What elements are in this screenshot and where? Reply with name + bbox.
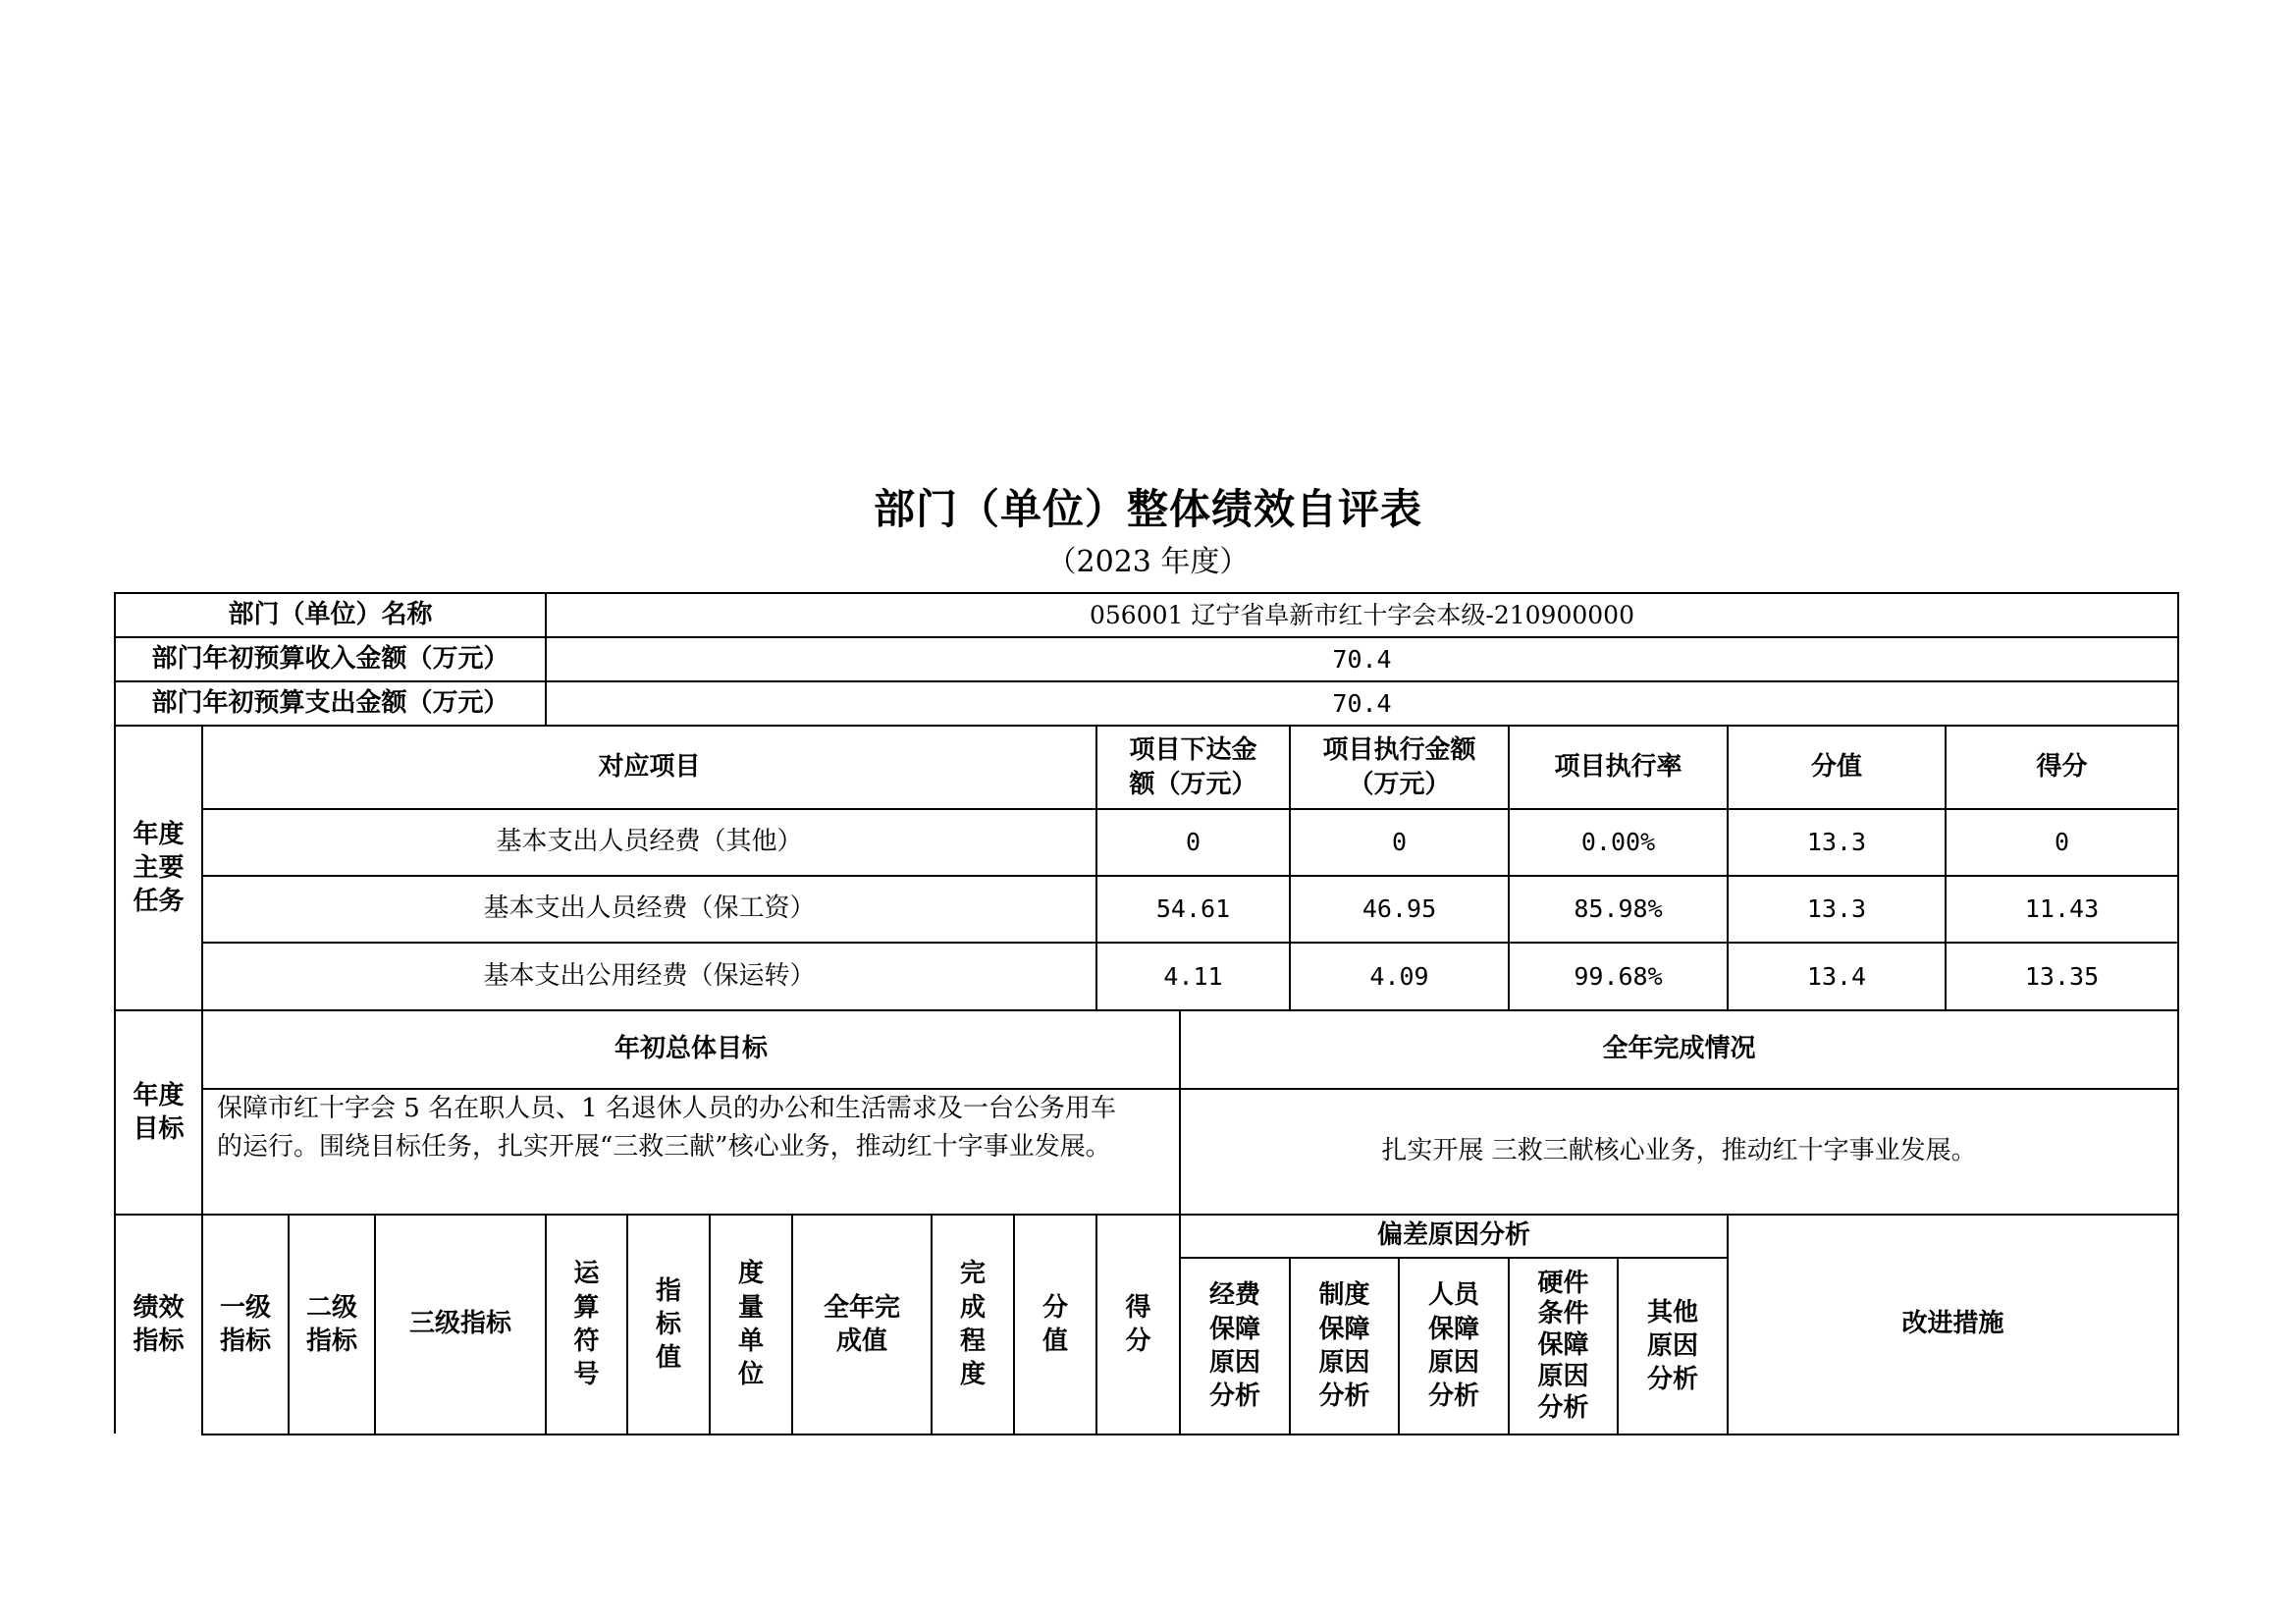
task-row-rate: 85.98% — [1574, 894, 1663, 924]
task-row-allocated: 54.61 — [1155, 894, 1231, 924]
goals-initial-text: 保障市红十字会 5 名在职人员、1 名退休人员的办公和生活需求及一台公务用车 的运行。围绕目标任务，扎实开展“三救三献”核心业务，推动红十字事业发展。 — [217, 1094, 1116, 1162]
tasks-header-score: 得分 — [2036, 751, 2088, 782]
tasks-header-allocated: 项目下达金 额（万元） — [1129, 735, 1257, 799]
indicator-annual-value-header: 全年完 成值 — [823, 1292, 900, 1356]
deviation-other-header: 其他 原因 分析 — [1646, 1297, 1698, 1395]
task-row-rate: 99.68% — [1574, 961, 1663, 991]
unit-name-label: 部门（单位）名称 — [228, 599, 433, 629]
task-row-executed: 4.09 — [1369, 961, 1429, 991]
task-row-item: 基本支出人员经费（其他） — [496, 827, 803, 857]
goals-initial-header: 年初总体目标 — [614, 1034, 768, 1064]
page-title: 部门（单位）整体绩效自评表 — [873, 485, 1422, 533]
task-row-item: 基本支出人员经费（保工资） — [483, 893, 816, 924]
task-row-score-value: 13.4 — [1806, 961, 1867, 991]
expense-label: 部门年初预算支出金额（万元） — [151, 687, 509, 718]
unit-name-value: 056001 辽宁省阜新市红十字会本级-210900000 — [1090, 600, 1634, 629]
indicator-level2-header: 二级 指标 — [305, 1292, 357, 1356]
income-value: 70.4 — [1332, 644, 1392, 674]
task-row-allocated: 4.11 — [1163, 961, 1223, 991]
task-row-item: 基本支出公用经费（保运转） — [483, 960, 816, 991]
tasks-header-rate: 项目执行率 — [1554, 751, 1682, 782]
goals-section-label: 年度 目标 — [133, 1080, 185, 1144]
task-row-executed: 46.95 — [1362, 894, 1437, 924]
deviation-header: 偏差原因分析 — [1376, 1220, 1530, 1251]
task-row-executed: 0 — [1391, 828, 1408, 857]
expense-value: 70.4 — [1332, 688, 1392, 718]
indicator-score-value-header: 分 值 — [1041, 1292, 1068, 1356]
task-row-score: 13.35 — [2024, 961, 2100, 991]
indicator-unit-header: 度 量 单 位 — [737, 1259, 764, 1390]
tasks-section-label: 年度 主要 任务 — [133, 819, 185, 917]
indicator-score-header: 得 分 — [1125, 1292, 1151, 1356]
tasks-header-item: 对应项目 — [598, 751, 701, 782]
task-row-rate: 0.00% — [1580, 828, 1656, 857]
indicator-completion-degree-header: 完 成 程 度 — [959, 1259, 986, 1390]
task-row-score-value: 13.3 — [1806, 828, 1867, 857]
indicator-operator-header: 运 算 符 号 — [573, 1259, 600, 1390]
task-row-score-value: 13.3 — [1806, 894, 1867, 924]
tasks-header-score-value: 分值 — [1810, 751, 1862, 782]
task-row-score: 0 — [2054, 828, 2070, 857]
indicator-level1-header: 一级 指标 — [219, 1292, 271, 1356]
deviation-system-header: 制度 保障 原因 分析 — [1318, 1280, 1370, 1412]
page-subtitle: （2023 年度） — [1046, 545, 1250, 579]
task-row-allocated: 0 — [1185, 828, 1201, 857]
goals-completion-header: 全年完成情况 — [1602, 1034, 1756, 1064]
improvement-header: 改进措施 — [1901, 1309, 2004, 1339]
tasks-header-executed: 项目执行金额 （万元） — [1322, 735, 1476, 799]
goals-completion-text: 扎实开展 三救三献核心业务，推动红十字事业发展。 — [1381, 1136, 1977, 1166]
task-row-score: 11.43 — [2024, 894, 2100, 924]
deviation-hardware-header: 硬件 条件 保障 原因 分析 — [1537, 1268, 1589, 1423]
deviation-personnel-header: 人员 保障 原因 分析 — [1427, 1280, 1479, 1412]
indicators-section-label: 绩效 指标 — [133, 1292, 185, 1356]
income-label: 部门年初预算收入金额（万元） — [151, 643, 509, 674]
indicator-target-header: 指 标 值 — [655, 1275, 681, 1374]
deviation-funding-header: 经费 保障 原因 分析 — [1208, 1280, 1260, 1412]
indicator-level3-header: 三级指标 — [408, 1309, 511, 1339]
